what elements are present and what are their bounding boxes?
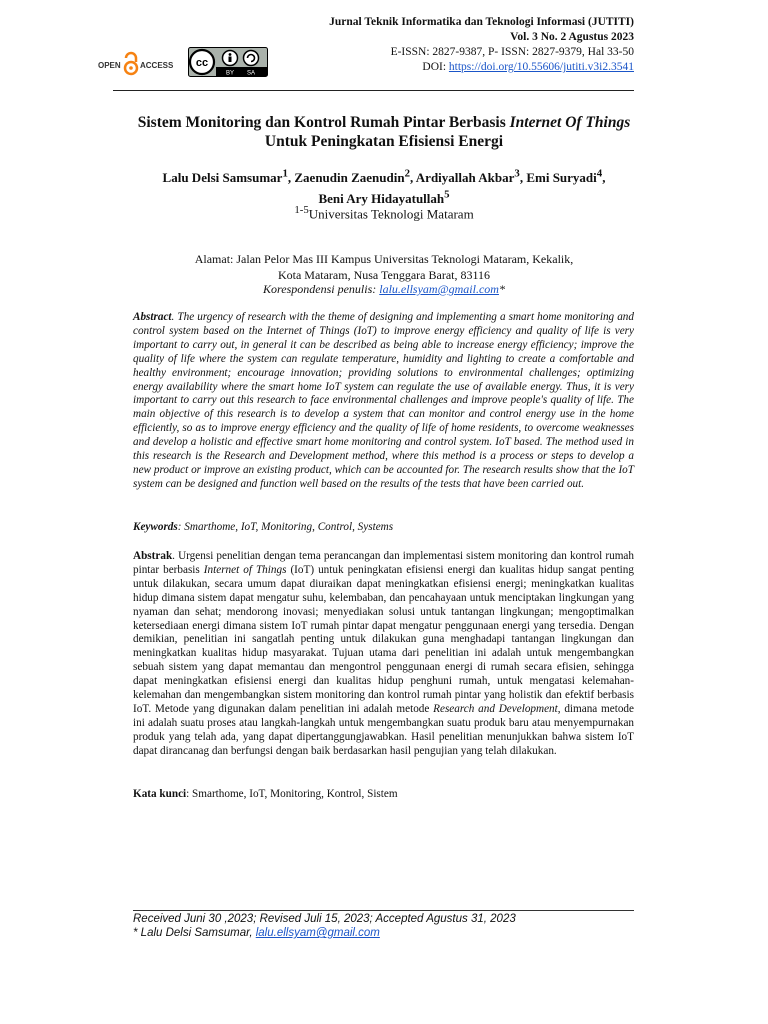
cc-by-text: BY xyxy=(225,70,235,77)
affiliation: $^{1-5}$Universitas Teknologi Mataram xyxy=(294,204,474,222)
paper-title xyxy=(130,113,638,151)
doi-label: DOI: xyxy=(422,61,449,73)
open-lock-icon xyxy=(125,53,137,74)
footnote-dates: Received Juni 30 ,2023; Revised Juli 15, 2023; Accepted Agustus 31, 2023 xyxy=(133,913,516,925)
title-part: Untuk Peningkatan Efisiensi Energi xyxy=(264,133,504,150)
journal-issn: E-ISSN: 2827-9387, P- ISSN: 2827-9379, Hal 33-50 xyxy=(390,46,634,58)
abstract-text: . The urgency of research with the theme of designing and implementing a smart home monitoring and control system based on the Internet of Things (IoT) to improve energy efficiency and quality of life is very important to carry out, in general it can be described as being able to increase energy efficiency; improve the quality of life where the system can regulate temperature, humidity and lighting to create a comfortable and healthy environment; encourage innovation; providing solutions to environmental challenges; optimizing energy availability where the smart home IoT system can regulate the use of available energy. Thus, it is very important to carry out this research to face environmental challenges and improve people's quality of life. The main objective of this research is to develop a system that can monitor and control energy use in the home efficiently, so as to improve energy efficiency and the quality of life of home residents, to overcome weaknesses and develop a holistic and effective smart home monitoring and control system. IoT based. The method used in this research is the Research and Development method, where this method is a process or steps to develop a new product or improve an existing product, which can be accounted for. The research results show that the IoT system can be designed and function well based on the results of the tests that have been carried out. xyxy=(133,311,634,490)
author: Lalu Delsi Samsumar$^1$, xyxy=(162,168,295,186)
header-divider xyxy=(113,90,634,91)
author: Beni Ary Hidayatullah$^5$ xyxy=(318,188,450,206)
journal-name: Jurnal Teknik Informatika dan Teknologi Informasi (JUTITI) xyxy=(329,16,634,28)
open-access-text-left: OPEN xyxy=(98,61,121,70)
journal-doi xyxy=(329,60,634,75)
correspondence-email-link[interactable]: lalu.ellsyam@gmail.com xyxy=(379,282,499,296)
kata-kunci-text: : Smarthome, IoT, Monitoring, Kontrol, Sistem xyxy=(186,788,398,800)
kata-kunci-label: Kata kunci xyxy=(133,788,187,800)
abstract-english xyxy=(133,311,634,492)
correspondence: Korespondensi penulis: lalu.ellsyam@gmail.com* xyxy=(263,282,505,296)
keywords-text: : Smarthome, IoT, Monitoring, Control, Systems xyxy=(177,521,394,533)
svg-text:cc: cc xyxy=(195,57,209,69)
journal-volume: Vol. 3 No. 2 Agustus 2023 xyxy=(510,31,634,43)
author: Zaenudin Zaenudin$^2$, xyxy=(294,168,416,186)
title-italic-part: Internet Of Things xyxy=(509,114,631,131)
address-line: Alamat: Jalan Pelor Mas III Kampus Universitas Teknologi Mataram, Kekalik, xyxy=(194,252,574,266)
cc-sa-text: SA xyxy=(246,70,256,77)
abstrak-label: Abstrak xyxy=(133,550,173,562)
keywords-indonesian xyxy=(133,788,634,802)
address xyxy=(130,252,638,283)
cc-by-sa-license-icon xyxy=(188,47,268,77)
open-access-text-right: ACCESS xyxy=(140,61,174,70)
keywords-english xyxy=(133,521,634,535)
address-line: Kota Mataram, Nusa Tenggara Barat, 83116 xyxy=(277,267,491,282)
open-access-logo xyxy=(98,50,176,80)
journal-header xyxy=(329,15,634,75)
author: Emi Suryadi$^4$, xyxy=(526,168,606,186)
keywords-label: Keywords xyxy=(133,521,178,533)
doi-link[interactable]: https://doi.org/10.55606/jutiti.v3i2.3541 xyxy=(448,61,634,73)
abstract-indonesian: Abstrak. Urgensi penelitian dengan tema perancangan dan implementasi sistem monitoring dan kontrol rumah pintar berbasis Internet of Things (IoT) untuk peningkatan efisiensi energi dan kualitas hidup sangat penting untuk dilakukan, secara umum dapat diuraikan dapat meningkatkan efisiensi energi; meningkatkan kualitas hidup dimana sistem dapat mengatur suhu, kelembaban, dan pencahayaan untuk menciptakan lingkungan yang nyaman dan sehat; mendorong inovasi; menyediakan solusi untuk tantangan lingkungan; mengoptimalkan ketersediaan energi dimana sistem IoT rumah pintar dapat mengatur penggunaan energi yang tersedia. Dengan demikian, penelitian ini sangatlah penting untuk dilakukan guna menghadapi tantangan lingkungan dan meningkatkan kualitas hidup masyarakat. Tujuan utama dari penelitian ini adalah untuk mengembangkan sebuah sistem yang dapat memantau dan mengontrol penggunaan energi di rumah secara efisien, sehingga dapat meningkatkan efisiensi energi dan kualitas hidup penghuni rumah, untuk mengatasi kelemahan-kelemahan dan mengembangkan sistem monitoring dan kontrol rumah pintar yang holistik dan efektif berbasis IoT. Metode yang digunakan dalam penelitian ini adalah metode Research and Development, dimana metode ini adalah suatu proses atau langkah-langkah untuk mengembangkan suatu produk baru atau menyempurnakan produk yang telah ada, yang dapat dipertanggungjawabkan. Hasil penelitian menunjukkan bahwa sistem IoT dapat dirancanag dan berfungsi dengan baik berdasarkan hasil pengujian yang telah dilakukan. xyxy=(133,550,634,757)
footnote-author: * Lalu Delsi Samsumar, lalu.ellsyam@gmail.com xyxy=(133,927,380,939)
author-list xyxy=(130,166,638,207)
abstract-label: Abstract xyxy=(133,311,172,323)
author: Ardiyallah Akbar$^3$, xyxy=(415,168,527,186)
title-part: Sistem Monitoring dan Kontrol Rumah Pintar Berbasis xyxy=(137,114,510,131)
footnote-divider xyxy=(133,910,634,911)
footnote-email-link[interactable]: lalu.ellsyam@gmail.com xyxy=(255,927,380,939)
